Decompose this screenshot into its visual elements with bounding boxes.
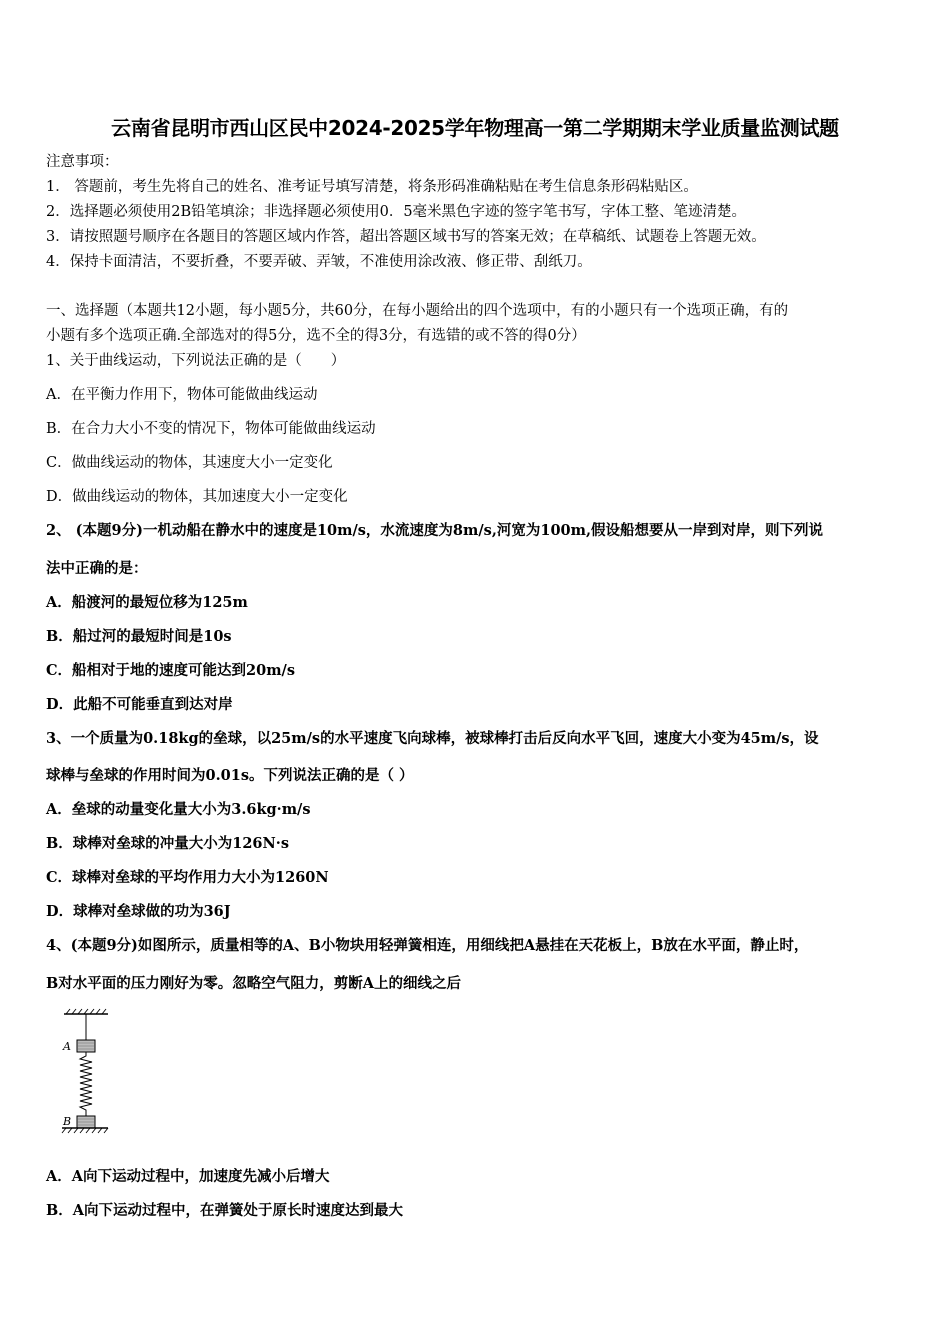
spring-block-diagram [58,1006,118,1138]
label-a: A [63,1040,71,1053]
question-3-option-d: D．球棒对垒球做的功为36J [46,903,231,920]
question-2-stem-line-2: 法中正确的是： [46,560,148,577]
question-2-stem-line-1: 2、 (本题9分)一机动船在静水中的速度是10m/s，水流速度为8m/s,河宽为100m,假设船想要从一岸到对岸，则下列说 [46,522,824,539]
question-4-option-a: A．A向下运动过程中，加速度先减小后增大 [46,1168,330,1185]
question-1-option-d: D．做曲线运动的物体，其加速度大小一定变化 [46,489,348,505]
notice-heading: 注意事项： [46,154,119,170]
question-1-option-c: C．做曲线运动的物体，其速度大小一定变化 [46,455,333,471]
question-3-stem-line-1: 3、一个质量为0.18kg的垒球，以25m/s的水平速度飞向球棒，被球棒打击后反向水平飞回，速度大小变为45m/s，设 [46,730,819,747]
question-4-option-b: B．A向下运动过程中，在弹簧处于原长时速度达到最大 [46,1202,404,1219]
floor-hatch [62,1128,108,1133]
section-heading-line-2: 小题有多个选项正确.全部选对的得5分，选不全的得3分，有选错的或不答的得0分） [46,328,586,344]
question-3-option-a: A．垒球的动量变化量大小为3.6kg·m/s [46,801,311,818]
question-3-option-b: B．球棒对垒球的冲量大小为126N·s [46,835,289,852]
notice-item-4: 4．保持卡面清洁，不要折叠，不要弄破、弄皱，不准使用涂改液、修正带、刮纸刀。 [46,254,592,270]
question-2-option-d: D．此船不可能垂直到达对岸 [46,696,233,713]
question-1-option-b: B．在合力大小不变的情况下，物体可能做曲线运动 [46,421,376,437]
spring [80,1052,92,1116]
question-1-stem: 1、关于曲线运动，下列说法正确的是（ ） [46,353,346,369]
question-3-stem-line-2: 球棒与垒球的作用时间为0.01s。下列说法正确的是（ ） [46,767,414,784]
question-3-option-c: C．球棒对垒球的平均作用力大小为1260N [46,869,329,886]
section-heading-line-1: 一、选择题（本题共12小题，每小题5分，共60分，在每小题给出的四个选项中，有的小题只有一个选项正确，有的 [46,303,789,319]
question-1-option-a: A．在平衡力作用下，物体可能做曲线运动 [46,387,318,403]
question-4-stem-line-2: B对水平面的压力刚好为零。忽略空气阻力，剪断A上的细线之后 [46,975,462,992]
question-2-option-c: C．船相对于地的速度可能达到20m/s [46,662,296,679]
ceiling-hatch [66,1009,106,1014]
question-2-option-a: A．船渡河的最短位移为125m [46,594,248,611]
question-2-option-b: B．船过河的最短时间是10s [46,628,232,645]
label-b: B [63,1115,72,1128]
notice-item-2: 2．选择题必须使用2B铅笔填涂；非选择题必须使用0．5毫米黑色字迹的签字笔书写，字体工整、笔迹清楚。 [46,204,747,220]
notice-item-1: 1． 答题前，考生先将自己的姓名、准考证号填写清楚，将条形码准确粘贴在考生信息条形码粘贴区。 [46,179,698,195]
question-4-stem-line-1: 4、(本题9分)如图所示，质量相等的A、B小物块用轻弹簧相连，用细线把A悬挂在天花板上，B放在水平面，静止时， [46,937,809,954]
notice-item-3: 3．请按照题号顺序在各题目的答题区域内作答，超出答题区域书写的答案无效；在草稿纸、试题卷上答题无效。 [46,229,766,245]
exam-title: 云南省昆明市西山区民中2024-2025学年物理高一第二学期期末学业质量监测试题 [111,116,839,140]
